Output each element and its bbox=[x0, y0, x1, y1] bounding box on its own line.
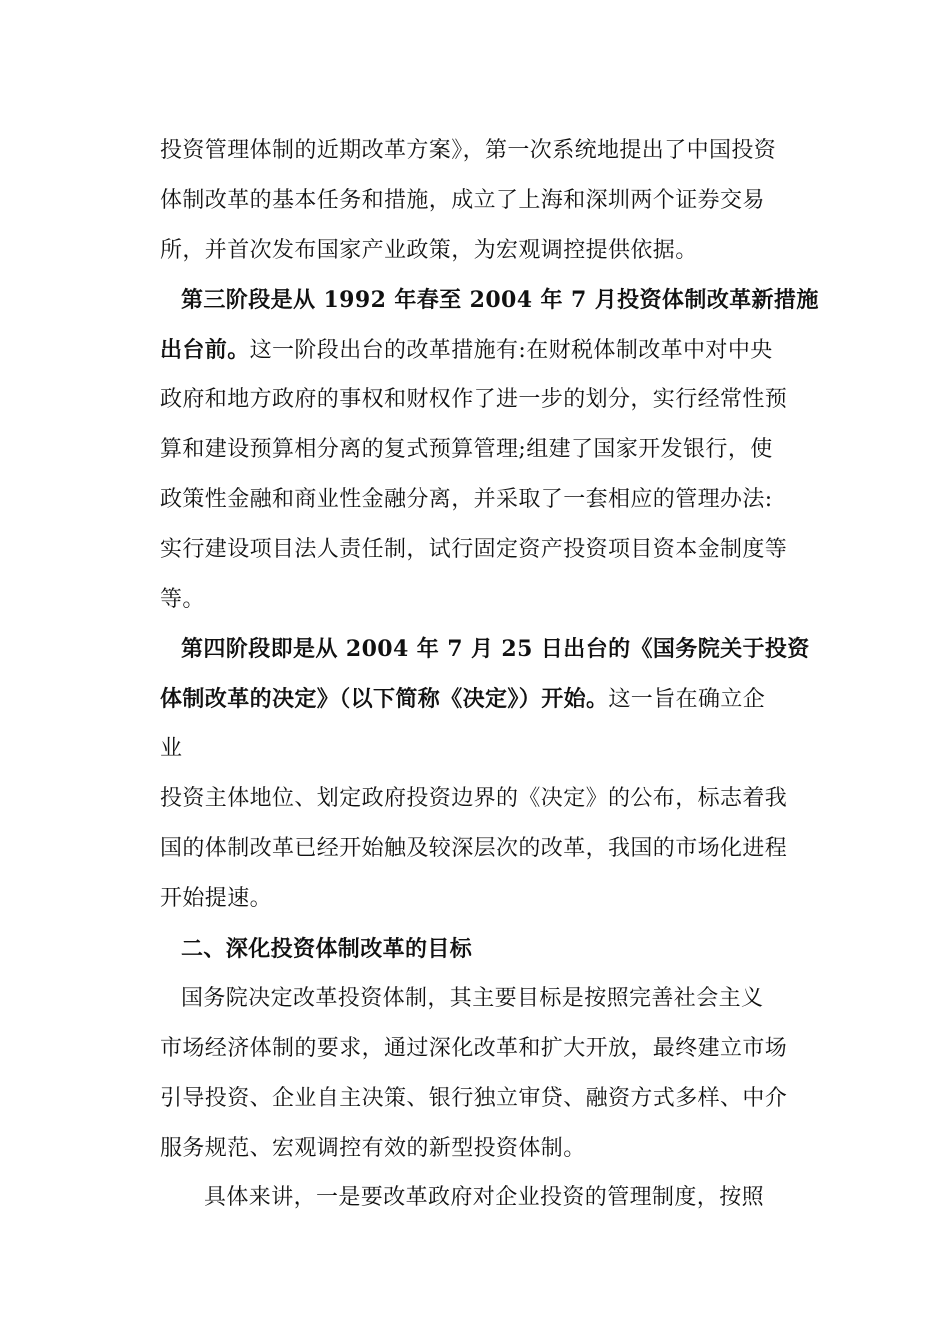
stage-three-text: 这一阶段出台的改革措施有:在财税体制改革中对中央 bbox=[249, 338, 773, 363]
paragraph-line: 投资管理体制的近期改革方案》，第一次系统地提出了中国投资 bbox=[160, 138, 777, 163]
paragraph-line: 国务院决定改革投资体制，其主要目标是按照完善社会主义 bbox=[181, 986, 764, 1011]
paragraph-line: 投资主体地位、划定政府投资边界的《决定》的公布，标志着我 bbox=[160, 786, 788, 811]
paragraph-line: 实行建设项目法人责任制，试行固定资产投资项目资本金制度等 bbox=[160, 537, 788, 562]
paragraph-line: 政府和地方政府的事权和财权作了进一步的划分，实行经常性预 bbox=[160, 387, 788, 412]
paragraph-line: 政策性金融和商业性金融分离，并采取了一套相应的管理办法: bbox=[160, 487, 773, 512]
paragraph-line: 国的体制改革已经开始触及较深层次的改革，我国的市场化进程 bbox=[160, 836, 788, 861]
paragraph-line bbox=[160, 335, 773, 366]
paragraph-line: 业 bbox=[160, 736, 183, 761]
paragraph-line: 体制改革的基本任务和措施，成立了上海和深圳两个证券交易 bbox=[160, 188, 765, 213]
paragraph-line: 等。 bbox=[160, 587, 205, 612]
paragraph-line: 具体来讲，一是要改革政府对企业投资的管理制度，按照 bbox=[204, 1185, 765, 1210]
stage-three-heading: 第三阶段是从 1992 年春至 2004 年 7 月投资体制改革新措施 bbox=[181, 287, 819, 313]
paragraph-line: 引导投资、企业自主决策、银行独立审贷、融资方式多样、中介 bbox=[160, 1086, 788, 1111]
stage-three-heading-end: 出台前。 bbox=[160, 337, 250, 363]
stage-four-heading: 第四阶段即是从 2004 年 7 月 25 日出台的《国务院关于投资 bbox=[181, 636, 810, 662]
stage-four-heading-end: 体制改革的决定》（以下简称《决定》）开始。 bbox=[160, 686, 609, 712]
paragraph-line: 开始提速。 bbox=[160, 886, 273, 911]
paragraph-line: 所，并首次发布国家产业政策，为宏观调控提供依据。 bbox=[160, 238, 698, 263]
paragraph-line: 服务规范、宏观调控有效的新型投资体制。 bbox=[160, 1136, 586, 1161]
paragraph-line: 市场经济体制的要求，通过深化改革和扩大开放，最终建立市场 bbox=[160, 1036, 788, 1061]
stage-four-text: 这一旨在确立企 bbox=[608, 687, 766, 712]
paragraph-line bbox=[160, 684, 765, 715]
paragraph-line: 算和建设预算相分离的复式预算管理;组建了国家开发银行，使 bbox=[160, 437, 773, 462]
section-heading: 二、深化投资体制改革的目标 bbox=[181, 936, 473, 962]
